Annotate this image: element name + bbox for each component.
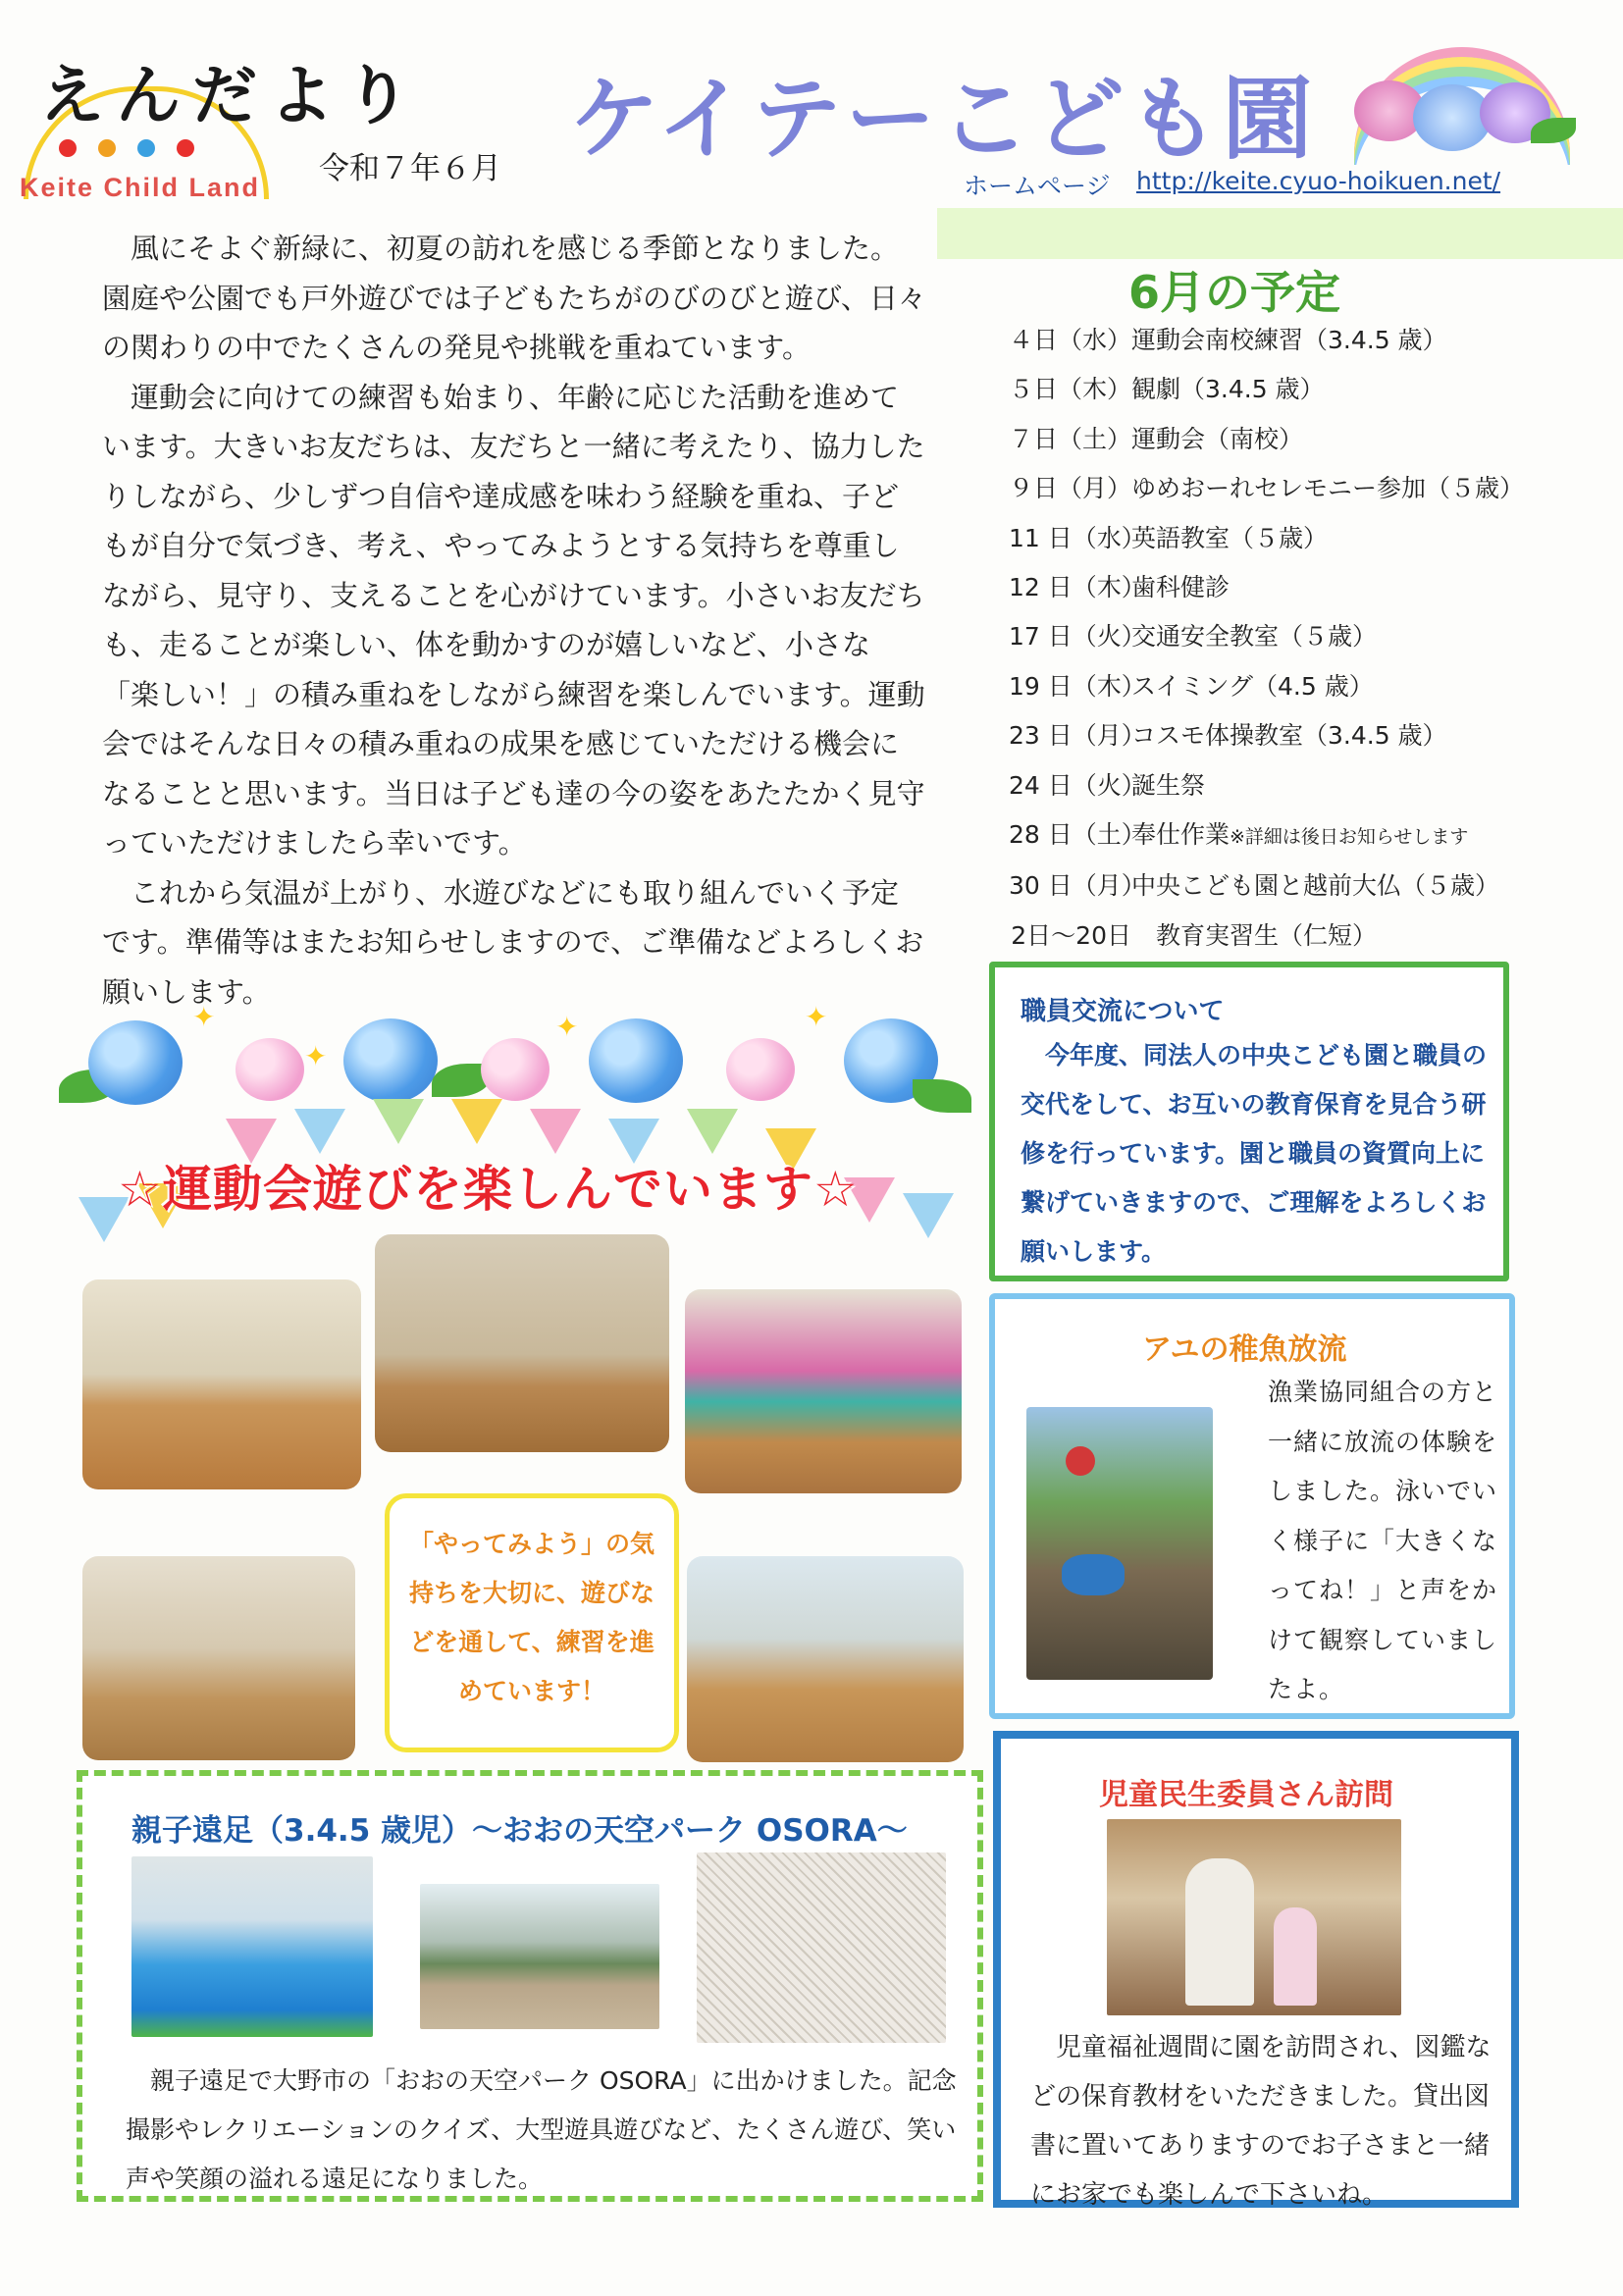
sports-day-photo	[687, 1556, 964, 1762]
school-name: ケイテーこども園	[569, 67, 1317, 172]
flag-icon	[687, 1109, 738, 1154]
staff-exchange-title: 職員交流について	[1021, 997, 1225, 1026]
welfare-visit-paragraph: 児童福祉週間に園を訪問され、図鑑などの保育教材をいただきました。貸出図書に置いてありますのでお子さまと一緒にお家でも楽しんで下さいね。	[1030, 2033, 1492, 2210]
child-figure-icon	[1066, 1446, 1095, 1476]
intro-paragraph: 運動会に向けての練習も始まり、年齢に応じた活動を進めています。大きいお友だちは、友だちと一緒に考えたり、協力したりしながら、少しずつ自信や達成感を味わう経験を重ね、子どもが自分で気づき、考え、やってみようとする気持ちを尊重しながら、見守り、支えることを心がけています。小さいお友だちも、走ることが楽しい、体を動かすのが嬉しいなど、小さな「楽しい！」の積み重ねをしながら練習を楽しんでいます。運動会ではそんな日々の積み重ねの成果を感じていただける機会になることと思います。当日は子ども達の今の姿をあたたかく見守っていただけましたら幸いです。	[102, 380, 925, 860]
schedule-item: 19 日（木）スイミング（4.5 歳）	[1009, 671, 1374, 701]
family-excursion-title: 親子遠足（3.4.5 歳児）～おおの天空パーク OSORA～	[131, 1813, 908, 1849]
family-excursion-photo	[420, 1884, 659, 2029]
family-excursion-photo	[131, 1856, 373, 2037]
sparkle-icon: ✦	[805, 1001, 828, 1033]
leaf-icon	[913, 1079, 971, 1113]
family-excursion-photo	[697, 1852, 946, 2043]
schedule-item: 2日～20日 教育実習生（仁短）	[1011, 920, 1378, 950]
sports-day-photo	[82, 1556, 355, 1760]
welfare-visit-box	[993, 1731, 1519, 2208]
sports-day-caption: 「やってみよう」の気持ちを大切に、遊びなどを通して、練習を進めています！	[408, 1530, 654, 1705]
visitor-figure-icon	[1185, 1858, 1254, 2006]
hydrangea-icon	[589, 1018, 683, 1103]
schedule-item: ５日（木）観劇（3.4.5 歳）	[1009, 375, 1325, 404]
flag-icon	[451, 1099, 502, 1144]
issue-date: 令和７年６月	[319, 151, 501, 186]
schedule-item: 30 日（月）中央こども園と越前大仏（５歳）	[1009, 871, 1500, 901]
welfare-visit-body	[1030, 2023, 1501, 2219]
logo-subtitle: Keite Child Land	[20, 173, 261, 202]
schedule-list	[1009, 316, 1617, 961]
sparkle-icon: ✦	[304, 1040, 328, 1072]
homepage-label: ホームページ	[964, 172, 1111, 200]
logo-dots	[59, 139, 216, 161]
leaf-icon	[1531, 118, 1576, 143]
schedule-title: 6月の予定	[1128, 266, 1341, 319]
schedule-item: 17 日（火）交通安全教室（５歳）	[1009, 622, 1378, 652]
schedule-item: 12 日（木）歯科健診	[1009, 573, 1230, 602]
schedule-item: 24 日（火）誕生祭	[1009, 770, 1206, 800]
welfare-visit-photo	[1107, 1819, 1401, 2015]
sports-day-photo	[375, 1234, 669, 1452]
schedule-item: 11 日（水）英語教室（５歳）	[1009, 523, 1329, 552]
schedule-item: ７日（土）運動会（南校）	[1009, 424, 1304, 453]
schedule-item: 28 日（土）奉仕作業※詳細は後日お知らせします	[1009, 820, 1469, 850]
hydrangea-border	[59, 1001, 962, 1119]
flag-icon	[903, 1193, 954, 1238]
header-band	[937, 208, 1623, 259]
schedule-item: 23 日（月）コスモ体操教室（3.4.5 歳）	[1009, 721, 1447, 751]
schedule-item: ４日（水）運動会南校練習（3.4.5 歳）	[1009, 326, 1447, 354]
child-figure-icon	[1274, 1907, 1317, 2006]
newsletter-title: えんだより	[39, 58, 422, 133]
welfare-visit-title: 児童民生委員さん訪問	[1099, 1778, 1393, 1812]
intro-paragraph: これから気温が上がり、水遊びなどにも取り組んでいく予定です。準備等はまたお知らせしますので、ご準備などよろしくお願いします。	[102, 875, 924, 1009]
hydrangea-icon	[343, 1018, 438, 1103]
sparkle-icon: ✦	[192, 1001, 216, 1033]
bucket-icon	[1062, 1554, 1125, 1595]
sparkle-icon: ✦	[555, 1011, 579, 1043]
ayu-release-box	[989, 1293, 1515, 1719]
sports-day-photo	[685, 1289, 962, 1493]
logo-dot	[137, 139, 155, 157]
logo-dot	[98, 139, 116, 157]
schedule-note: ※詳細は後日お知らせします	[1230, 826, 1469, 849]
intro-paragraph: 風にそよぐ新緑に、初夏の訪れを感じる季節となりました。園庭や公園でも戸外遊びでは子どもたちがのびのびと遊び、日々の関わりの中でたくさんの発見や挑戦を重ねています。	[102, 232, 926, 364]
family-excursion-body	[126, 2057, 960, 2204]
schedule-item: ９日（月）ゆめおーれセレモニー参加（５歳）	[1009, 474, 1525, 503]
staff-exchange-body: 今年度、同法人の中央こども園と職員の交代をして、お互いの教育保育を見合う研修を行っています。園と職員の資質向上に繋げていきますので、ご理解をよろしくお願いします。	[1021, 1041, 1488, 1266]
staff-exchange-box	[989, 962, 1509, 1281]
hydrangea-icon	[236, 1038, 304, 1101]
family-excursion-box	[77, 1770, 983, 2202]
homepage-link[interactable]: http://keite.cyuo-hoikuen.net/	[1136, 167, 1501, 195]
flag-icon	[294, 1109, 345, 1154]
family-excursion-paragraph: 親子遠足で大野市の「おおの天空パーク OSORA」に出かけました。記念撮影やレクリエーションのクイズ、大型遊具遊びなど、たくさん遊び、笑い声や笑顔の溢れる遠足になりました。	[126, 2066, 957, 2193]
sports-day-photo	[82, 1279, 361, 1489]
flag-icon	[530, 1109, 581, 1154]
flag-icon	[373, 1099, 424, 1144]
ayu-release-body: 漁業協同組合の方と一緒に放流の体験をしました。泳いでいく様子に「大きくなってね！」と声をかけて観察していましたよ。	[1268, 1378, 1498, 1703]
hydrangea-icon	[88, 1020, 183, 1105]
intro-text	[102, 224, 926, 1017]
ayu-release-photo	[1026, 1407, 1213, 1680]
hydrangea-icon	[481, 1038, 550, 1101]
logo-dot	[59, 139, 77, 157]
sports-day-title: ☆運動会遊びを楽しんでいます☆	[118, 1161, 859, 1218]
ayu-release-title: アユの稚魚放流	[1142, 1332, 1347, 1367]
sports-day-caption-box	[385, 1493, 679, 1752]
hydrangea-icon	[726, 1038, 795, 1101]
logo-dot	[177, 139, 194, 157]
